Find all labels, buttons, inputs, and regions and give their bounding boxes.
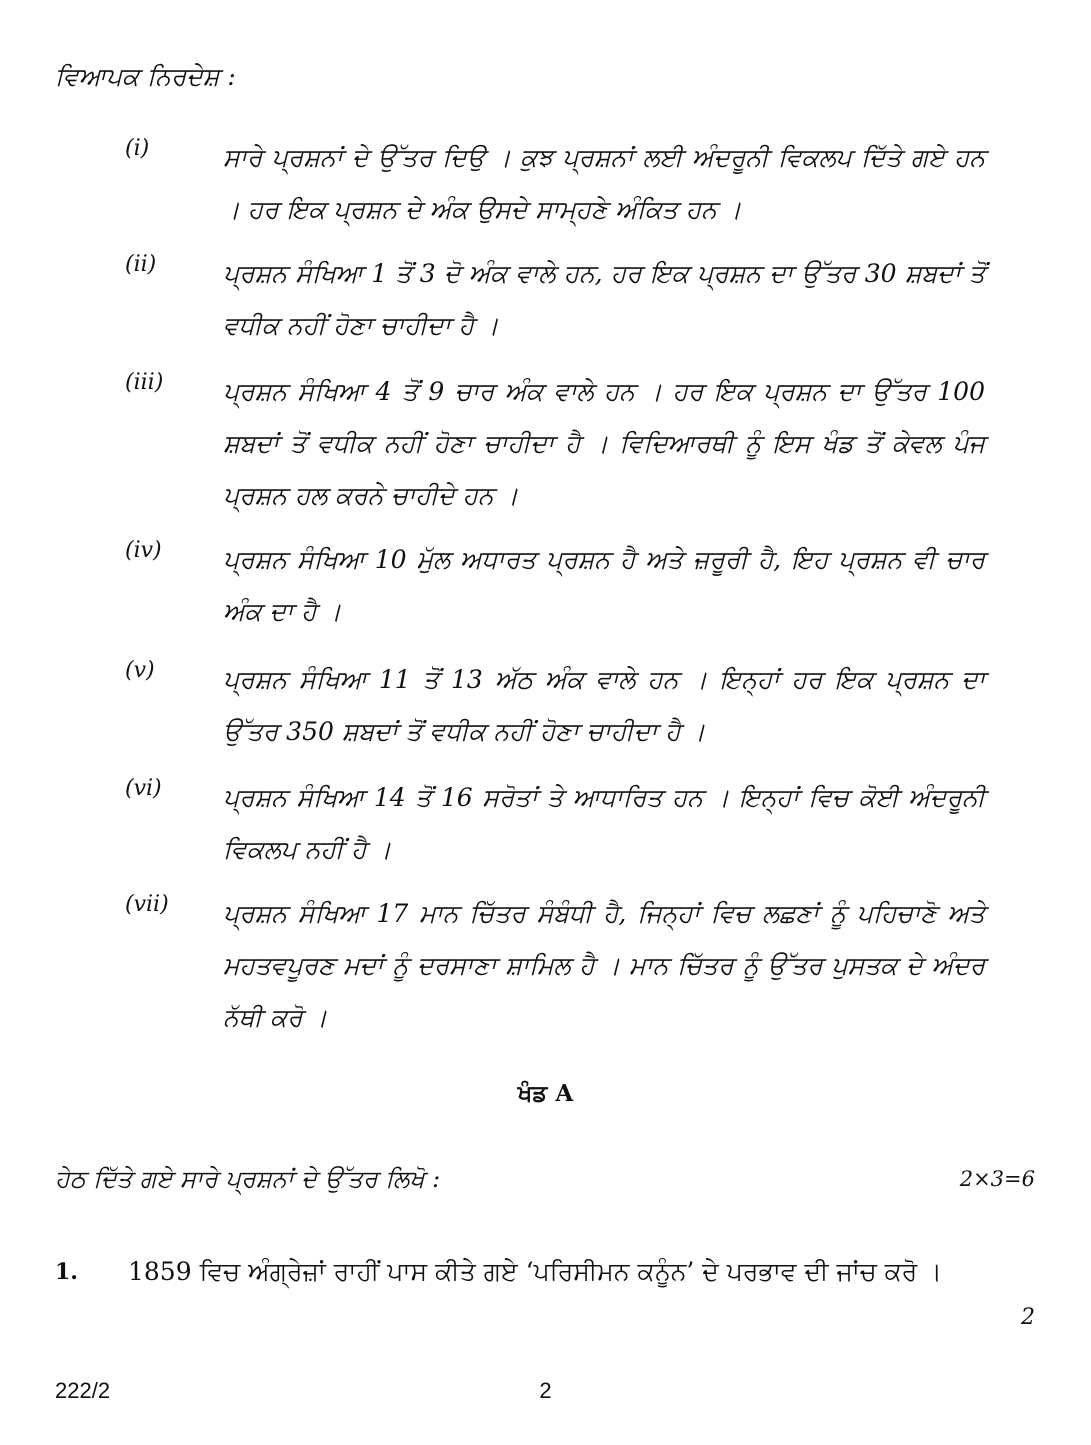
instruction-text: ਪ੍ਰਸ਼ਨ ਸੰਖਿਆ 1 ਤੋਂ 3 ਦੋ ਅੰਕ ਵਾਲੇ ਹਨ, ਹਰ ਇਕ ਪ੍ਰਸ਼ਨ ਦਾ ਉੱਤਰ 30 ਸ਼ਬਦਾਂ ਤੋਂ ਵਧੀਕ ਨਹੀਂ ਹੋਣਾ ਚਾਹੀਦਾ ਹੈ । xyxy=(223,259,985,340)
instruction-item xyxy=(125,248,985,352)
instruction-item xyxy=(125,654,985,758)
question-group-instruction: ਹੇਠ ਦਿੱਤੇ ਗਏ ਸਾਰੇ ਪ੍ਰਸ਼ਨਾਂ ਦੇ ਉੱਤਰ ਲਿਖੋ : xyxy=(55,1165,441,1193)
instruction-item xyxy=(125,534,985,638)
instruction-text: ਪ੍ਰਸ਼ਨ ਸੰਖਿਆ 4 ਤੋਂ 9 ਚਾਰ ਅੰਕ ਵਾਲੇ ਹਨ । ਹਰ ਇਕ ਪ੍ਰਸ਼ਨ ਦਾ ਉੱਤਰ 100 ਸ਼ਬਦਾਂ ਤੋਂ ਵਧੀਕ ਨਹੀਂ ਹੋਣਾ ਚਾਹੀਦਾ ਹੈ । ਵਿਦਿਆਰਥੀ ਨੂੰ ਇਸ ਖੰਡ ਤੋਂ ਕੇਵਲ ਪੰਜ ਪ੍ਰਸ਼ਨ ਹਲ ਕਰਨੇ ਚਾਹੀਦੇ ਹਨ । xyxy=(223,377,985,510)
total-marks: 2×3=6 xyxy=(959,1167,1035,1191)
question-1 xyxy=(55,1245,1035,1330)
instruction-number: (i) xyxy=(125,136,150,161)
general-instructions-heading: ਵਿਆਪਕ ਨਿਰਦੇਸ਼ : xyxy=(55,62,236,91)
instruction-item xyxy=(125,132,985,236)
instruction-text: ਸਾਰੇ ਪ੍ਰਸ਼ਨਾਂ ਦੇ ਉੱਤਰ ਦਿਉ । ਕੁਝ ਪ੍ਰਸ਼ਨਾਂ ਲਈ ਅੰਦਰੂਨੀ ਵਿਕਲਪ ਦਿੱਤੇ ਗਏ ਹਨ । ਹਰ ਇਕ ਪ੍ਰਸ਼ਨ ਦੇ ਅੰਕ ਉਸਦੇ ਸਾਮ੍ਹਣੇ ਅੰਕਿਤ ਹਨ । xyxy=(223,143,985,224)
page-number: 2 xyxy=(539,1378,552,1403)
instruction-number: (iii) xyxy=(125,370,164,395)
instruction-number: (iv) xyxy=(125,538,162,563)
section-title: ਖੰਡ A xyxy=(517,1080,574,1107)
instruction-number: (ii) xyxy=(125,252,157,277)
instruction-number: (vii) xyxy=(125,892,169,917)
instruction-text: ਪ੍ਰਸ਼ਨ ਸੰਖਿਆ 11 ਤੋਂ 13 ਅੱਠ ਅੰਕ ਵਾਲੇ ਹਨ । ਇਨ੍ਹਾਂ ਹਰ ਇਕ ਪ੍ਰਸ਼ਨ ਦਾ ਉੱਤਰ 350 ਸ਼ਬਦਾਂ ਤੋਂ ਵਧੀਕ ਨਹੀਂ ਹੋਣਾ ਚਾਹੀਦਾ ਹੈ । xyxy=(223,665,985,746)
question-text: 1859 ਵਿਚ ਅੰਗ੍ਰੇਜ਼ਾਂ ਰਾਹੀਂ ਪਾਸ ਕੀਤੇ ਗਏ ‘ਪਰਿਸੀਮਨ ਕਨੂੰਨ’ ਦੇ ਪਰਭਾਵ ਦੀ ਜਾਂਚ ਕਰੋ । xyxy=(128,1257,943,1286)
instruction-number: (vi) xyxy=(125,776,162,801)
instruction-item xyxy=(125,366,985,522)
instruction-text: ਪ੍ਰਸ਼ਨ ਸੰਖਿਆ 17 ਮਾਨ ਚਿੱਤਰ ਸੰਬੰਧੀ ਹੈ, ਜਿਨ੍ਹਾਂ ਵਿਚ ਲਛਣਾਂ ਨੂੰ ਪਹਿਚਾਣੋ ਅਤੇ ਮਹਤਵਪੂਰਣ ਮਦਾਂ ਨੂੰ ਦਰਸਾਣਾ ਸ਼ਾਮਿਲ ਹੈ । ਮਾਨ ਚਿੱਤਰ ਨੂੰ ਉੱਤਰ ਪੁਸਤਕ ਦੇ ਅੰਦਰ ਨੱਥੀ ਕਰੋ । xyxy=(223,899,985,1032)
instruction-text: ਪ੍ਰਸ਼ਨ ਸੰਖਿਆ 14 ਤੋਂ 16 ਸਰੋਤਾਂ ਤੇ ਆਧਾਰਿਤ ਹਨ । ਇਨ੍ਹਾਂ ਵਿਚ ਕੋਈ ਅੰਦਰੂਨੀ ਵਿਕਲਪ ਨਹੀਂ ਹੈ । xyxy=(223,783,985,864)
question-marks: 2 xyxy=(1021,1305,1035,1330)
instruction-text: ਪ੍ਰਸ਼ਨ ਸੰਖਿਆ 10 ਮੁੱਲ ਅਧਾਰਤ ਪ੍ਰਸ਼ਨ ਹੈ ਅਤੇ ਜ਼ਰੂਰੀ ਹੈ, ਇਹ ਪ੍ਰਸ਼ਨ ਵੀ ਚਾਰ ਅੰਕ ਦਾ ਹੈ । xyxy=(223,545,985,626)
instruction-item xyxy=(125,772,985,876)
instruction-item xyxy=(125,888,985,1044)
instruction-number: (v) xyxy=(125,658,155,683)
question-number: 1. xyxy=(55,1259,78,1285)
paper-code: 222/2 xyxy=(55,1378,111,1403)
question-group-header xyxy=(55,1165,1035,1193)
